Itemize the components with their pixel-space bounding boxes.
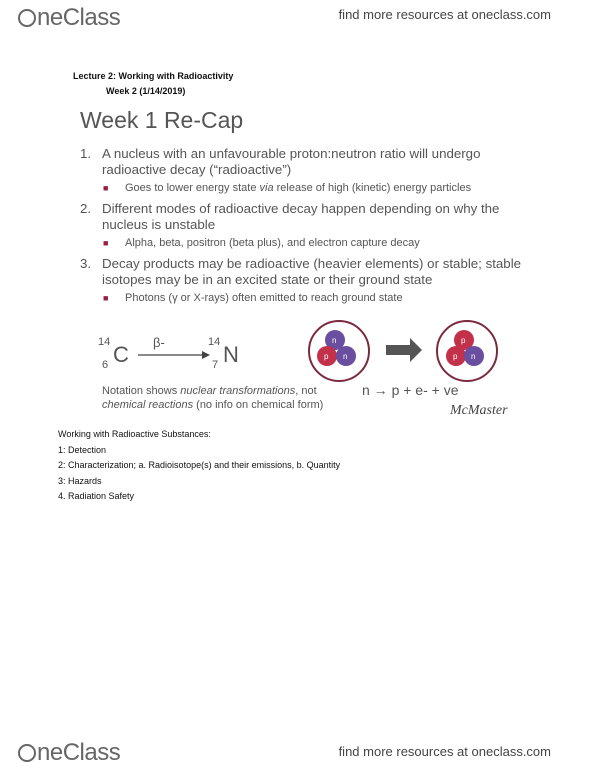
item-text: Decay products may be radioactive (heavier elements) or stable; stable isotopes may be in an excited state or their ground state xyxy=(102,256,522,287)
square-bullet-icon: ■ xyxy=(103,293,109,303)
mass-number-left: 14 xyxy=(98,336,111,348)
sub-text: Photons (γ or X-rays) often emitted to reach ground state xyxy=(125,292,403,304)
svg-text:n: n xyxy=(332,336,337,345)
square-bullet-icon: ■ xyxy=(103,183,109,193)
item-text: A nucleus with an unfavourable proton:neutron ratio will undergo radioactive decay (“radioactive”) xyxy=(102,146,481,177)
logo-circle-icon xyxy=(18,9,36,27)
notation-italic-1: nuclear transformations xyxy=(180,385,296,397)
page-header xyxy=(0,0,595,40)
notes-line: 1: Detection xyxy=(58,444,107,455)
list-item xyxy=(80,201,540,233)
logo-text: neClass xyxy=(37,4,121,31)
sub-text-post: release of high (kinetic) energy particles xyxy=(273,182,472,194)
oneclass-footer-logo[interactable] xyxy=(18,739,120,767)
notation-post: (no info on chemical form) xyxy=(193,399,324,411)
sub-text-pre: Goes to lower energy state xyxy=(125,182,260,194)
decay-diagram xyxy=(80,318,540,418)
footer-resources-link[interactable]: find more resources at oneclass.com xyxy=(338,744,551,759)
atomic-number-left: 6 xyxy=(102,359,109,371)
nucleus-decay-illustration xyxy=(306,318,540,384)
list-item xyxy=(80,146,540,178)
sub-text: Alpha, beta, positron (beta plus), and electron capture decay xyxy=(125,237,420,249)
slide-title: Week 1 Re-Cap xyxy=(80,107,244,133)
mcmaster-watermark: McMaster xyxy=(450,403,508,415)
oneclass-logo[interactable] xyxy=(18,4,120,32)
footer-logo-text: neClass xyxy=(37,739,121,766)
sub-item xyxy=(80,291,540,306)
svg-text:n: n xyxy=(343,352,348,361)
item-text: Different modes of radioactive decay happen depending on why the nucleus is unstable xyxy=(102,201,500,232)
notation-caption xyxy=(102,384,342,412)
week-date: Week 2 (1/14/2019) xyxy=(106,86,186,96)
item-number: 3. xyxy=(80,256,92,271)
notation-mid: , not xyxy=(295,385,317,397)
sub-item xyxy=(80,181,540,196)
notation-pre: Notation shows xyxy=(102,385,181,397)
logo-circle-icon xyxy=(18,744,36,762)
slide-list xyxy=(80,146,540,311)
reaction-arrow-icon xyxy=(138,348,210,362)
lecture-notes xyxy=(58,427,340,505)
item-number: 1. xyxy=(80,146,92,161)
carbon-symbol: C xyxy=(113,342,129,367)
notation-italic-2: chemical reactions xyxy=(102,399,194,411)
beta-decay-equation: n → p + e- + ve xyxy=(362,382,459,398)
svg-text:p: p xyxy=(461,336,466,345)
sub-text-italic: via xyxy=(259,182,274,194)
square-bullet-icon: ■ xyxy=(103,238,109,248)
mass-number-right: 14 xyxy=(208,336,221,348)
beta-label: β- xyxy=(153,335,165,350)
svg-text:p: p xyxy=(453,352,458,361)
list-item xyxy=(80,256,540,288)
notes-line: 3: Hazards xyxy=(58,475,102,486)
find-resources-link[interactable]: find more resources at oneclass.com xyxy=(338,7,551,22)
nitrogen-symbol: N xyxy=(223,342,239,367)
notes-line: 4. Radiation Safety xyxy=(58,491,135,501)
sub-item xyxy=(80,236,540,251)
item-number: 2. xyxy=(80,201,92,216)
atomic-number-right: 7 xyxy=(212,359,219,371)
notes-line: 2: Characterization; a. Radioisotope(s) and their emissions, b. Quantity xyxy=(58,460,341,470)
svg-text:n: n xyxy=(471,352,476,361)
svg-text:p: p xyxy=(324,352,329,361)
notes-heading: Working with Radioactive Substances: xyxy=(58,429,211,439)
lecture-title: Lecture 2: Working with Radioactivity xyxy=(73,71,234,81)
